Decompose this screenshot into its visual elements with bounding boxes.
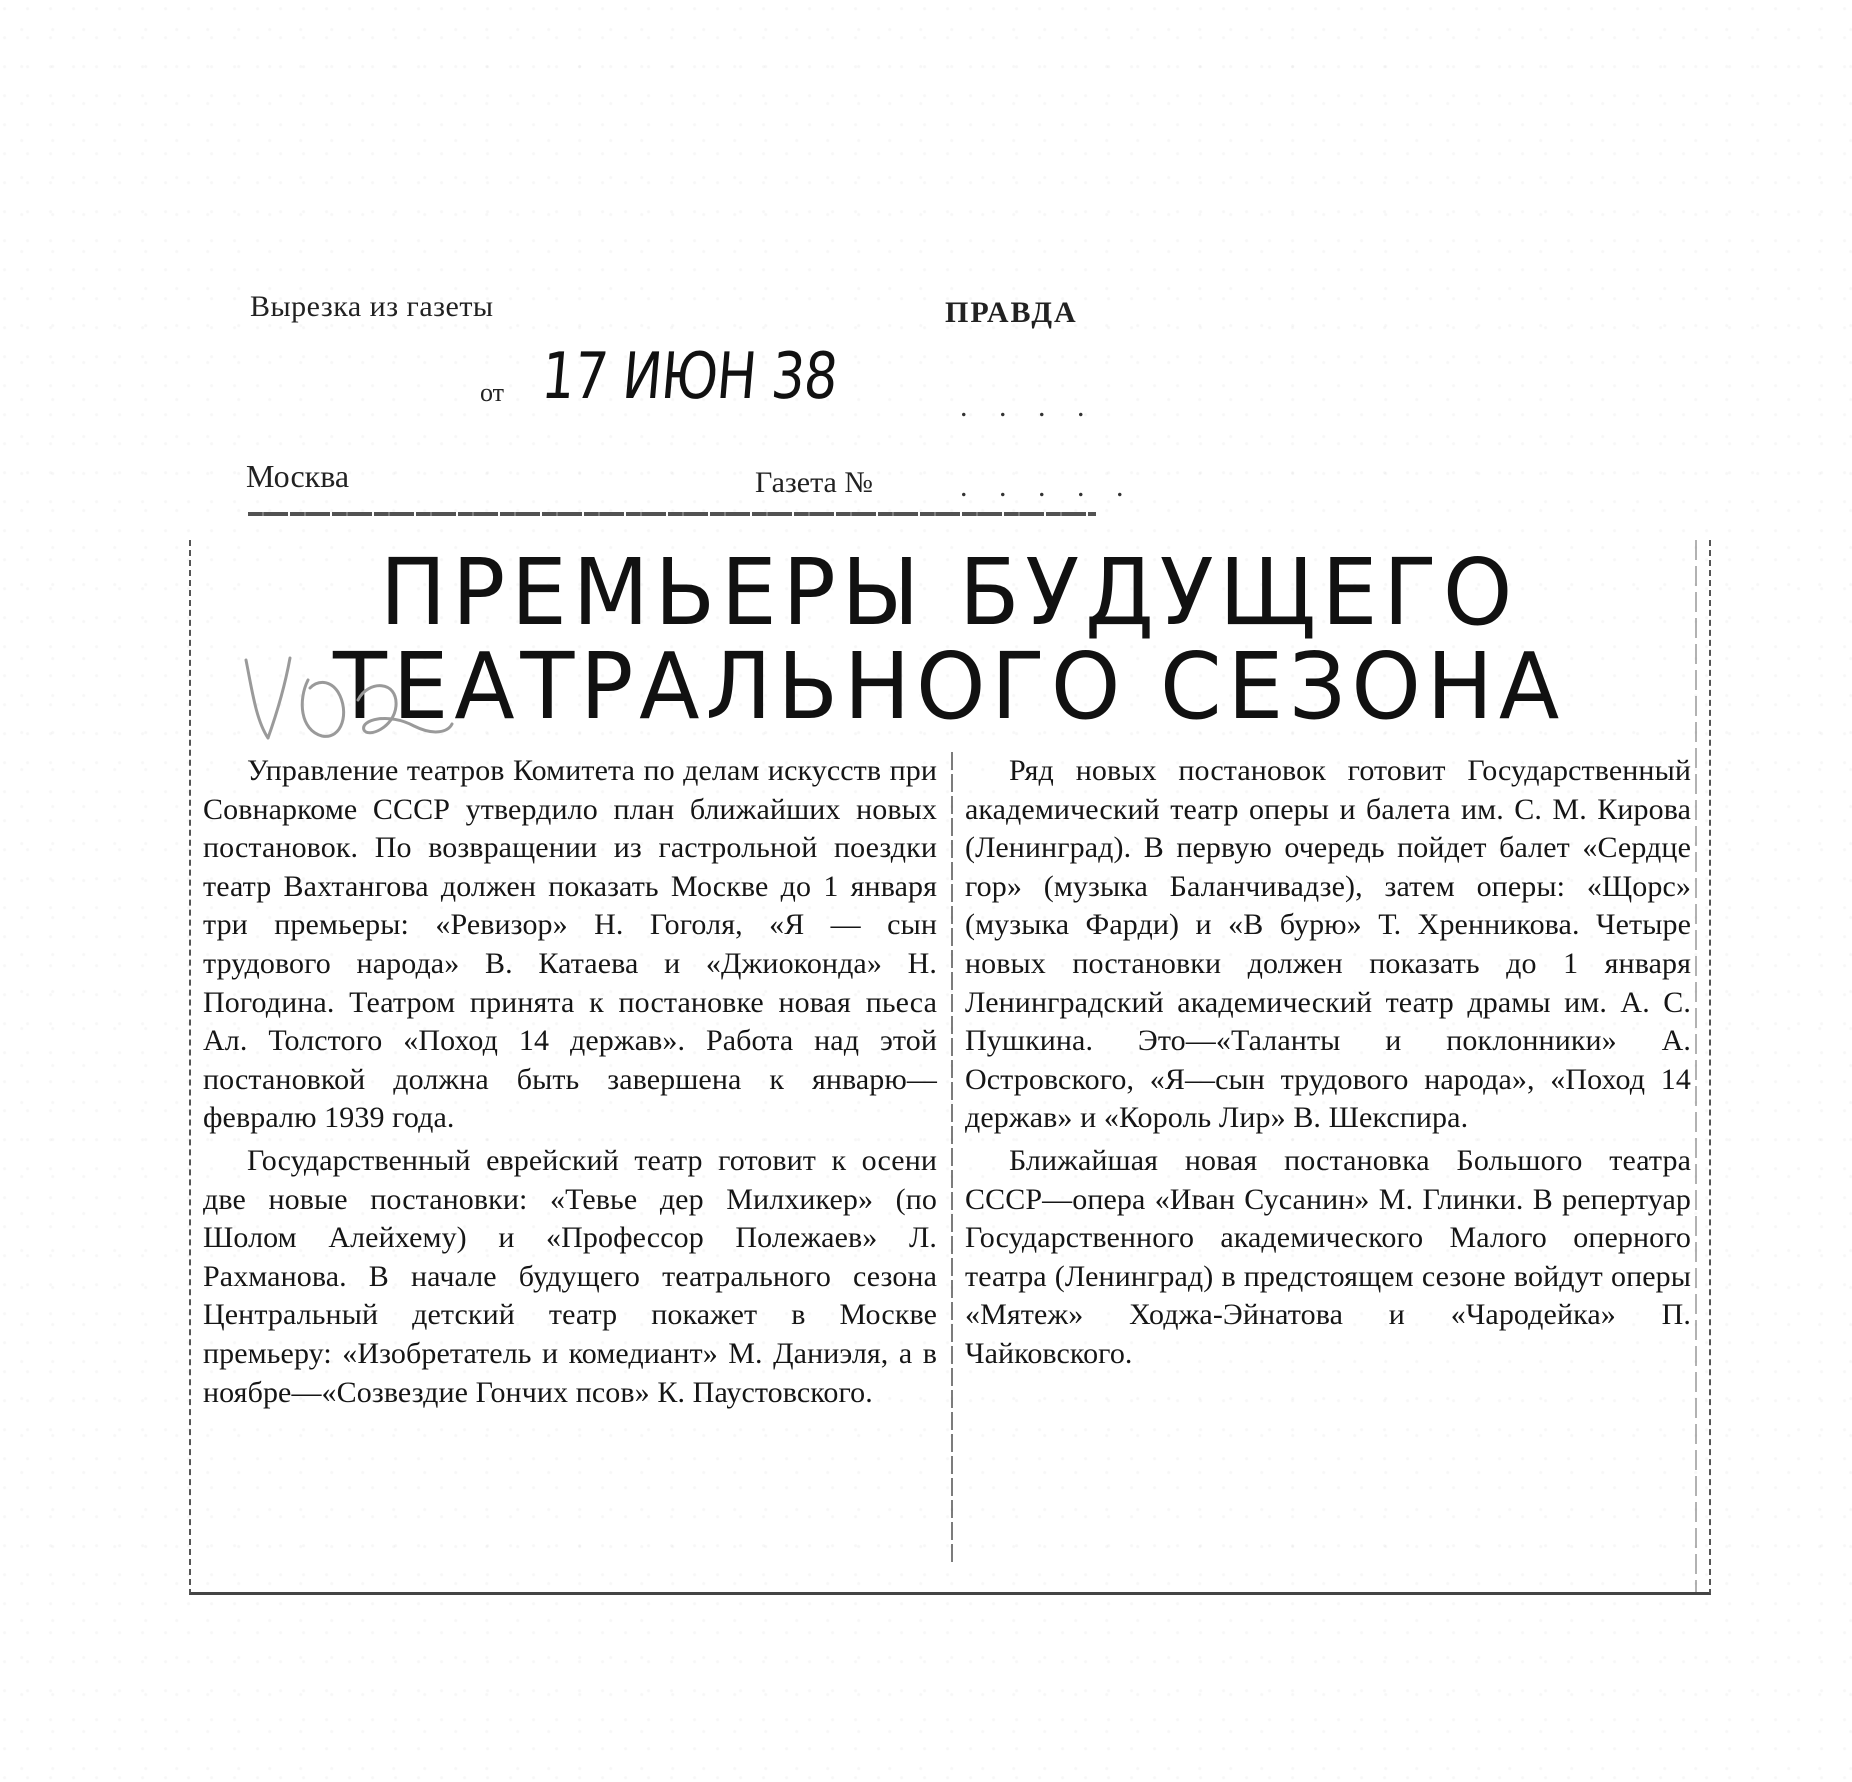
paragraph: Управление театров Комитета по делам искусств при Совнаркоме СССР утвердило план ближайших новых постановок. По возвращении из гастрольной поездки театр Вахтангова должен показать Москве до 1 января три премьеры: «Ревизор» Н. Гоголя, «Я — сын трудового народа» В. Катаева и «Джиоконда» Н. Погодина. Театром принята к постановке новая пьеса Ал. Толстого «Поход 14 держав». Работа над этой постановкой должна быть завершена к январю—февралю 1939 года. <box>203 754 937 1135</box>
city-label: Москва <box>246 458 350 494</box>
article-column-right <box>965 752 1691 1378</box>
date-dots: . . . . <box>960 390 1097 423</box>
headline-line-1: ПРЕМЬЕРЫ БУДУЩЕГО <box>379 539 1519 646</box>
paragraph: Государственный еврейский театр готовит к осени две новые постановки: «Тевье дер Милхикер» (по Шолом Алейхему) и «Профессор Полежаев» Л. Рахманова. В начале будущего театрального сезона Центральный детский театр покажет в Москве премьеру: «Изобретатель и комедиант» М. Даниэля, а в ноябре—«Созвездие Гончих псов» К. Паустовского. <box>203 1143 937 1409</box>
issue-number-label: Газета № <box>755 466 873 499</box>
paragraph: Ряд новых постановок готовит Государственный академический театр оперы и балета им. С. М. Кирова (Ленинград). В первую очередь пойдет балет «Сердце гор» (музыка Баланчивадзе), затем оперы: «Щорс» (музыка Фарди) и «В бурю» Т. Хренникова. Четыре новых постановки должен показать до 1 января Ленинградский академический театр драмы им. А. С. Пушкина. Это—«Таланты и поклонники» А. Островского, «Я—сын трудового народа», «Поход 14 держав» и «Король Лир» В. Шекспира. <box>965 754 1691 1135</box>
date-stamp: 17 ИЮН 38 <box>538 340 840 414</box>
issue-dots: . . . . . <box>960 470 1136 503</box>
article-column-left <box>203 752 937 1416</box>
date-prefix: от <box>480 378 505 407</box>
headline-line-2: ТЕАТРАЛЬНОГО СЕЗОНА <box>332 633 1566 740</box>
header-rule <box>248 512 1096 516</box>
pencil-annotation-mark <box>238 640 458 750</box>
newspaper-name: ПРАВДА <box>945 296 1078 329</box>
column-divider <box>951 752 953 1562</box>
paragraph: Ближайшая новая постановка Большого театра СССР—опера «Иван Сусанин» М. Глинки. В репертуар Государственного академического Малого оперного театра (Ленинград) в предстоящем сезоне войдут оперы «Мятеж» Ходжа-Эйнатова и «Чародейка» П. Чайковского. <box>965 1143 1691 1370</box>
clip-source-label: Вырезка из газеты <box>250 290 494 323</box>
